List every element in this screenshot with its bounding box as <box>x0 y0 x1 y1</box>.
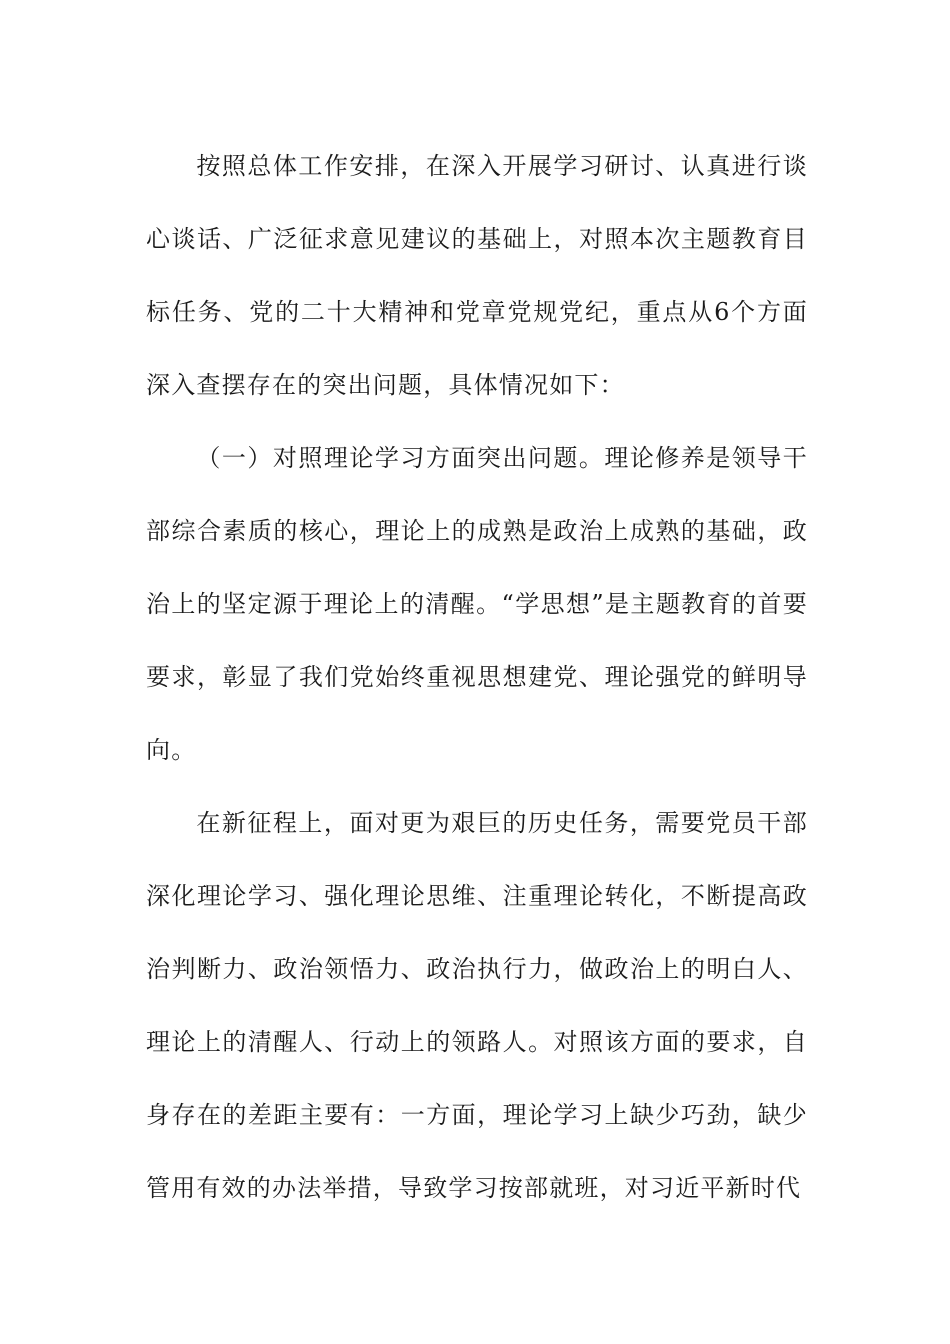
document-body <box>146 130 808 1225</box>
paragraph-theory-study: （一）对照理论学习方面突出问题。理论修养是领导干部综合素质的核心，理论上的成熟是政治上成熟的基础，政治上的坚定源于理论上的清醒。“学思想”是主题教育的首要要求，彰显了我们党始终重视思想建党、理论强党的鲜明导向。 <box>146 444 808 764</box>
paragraph-new-journey: 在新征程上，面对更为艰巨的历史任务，需要党员干部深化理论学习、强化理论思维、注重理论转化，不断提高政治判断力、政治领悟力、政治执行力，做政治上的明白人、理论上的清醒人、行动上的领路人。对照该方面的要求，自身存在的差距主要有：一方面，理论学习上缺少巧劲，缺少管用有效的办法举措，导致学习按部就班，对习近平新时代 <box>146 809 808 1202</box>
paragraph-intro: 按照总体工作安排，在深入开展学习研讨、认真进行谈心谈话、广泛征求意见建议的基础上，对照本次主题教育目标任务、党的二十大精神和党章党规党纪，重点从6个方面深入查摆存在的突出问题，具体情况如下： <box>146 152 808 399</box>
